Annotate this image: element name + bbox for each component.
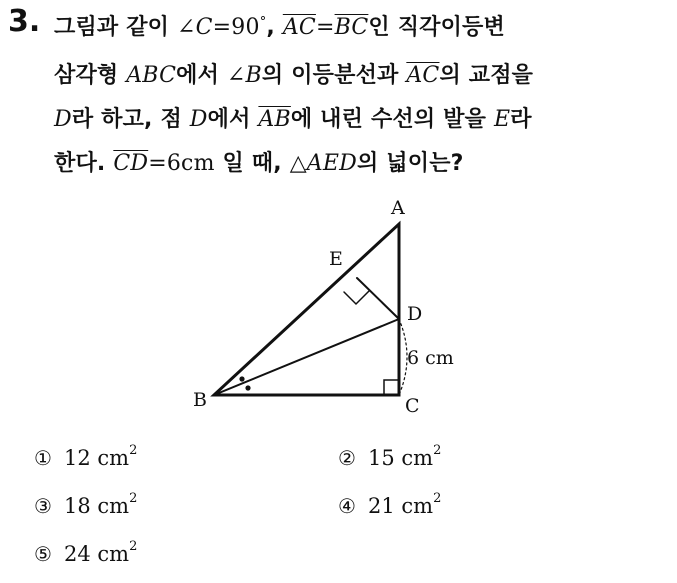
question-text: 한다. [54, 151, 114, 176]
question-text: 의 이등분선과 [261, 63, 407, 88]
angle-b: ∠B [226, 63, 262, 88]
perpendicular-de [357, 278, 399, 319]
cd-unit: cm [181, 151, 215, 176]
triangle-abc-outline [214, 224, 399, 395]
choice-value: 12 [64, 446, 91, 470]
label-b: B [193, 389, 207, 411]
label-a: A [391, 197, 405, 219]
question-text: 에서 [176, 63, 227, 88]
choice-exponent: 2 [129, 443, 138, 458]
equals-sign: = [148, 151, 167, 176]
choice-2[interactable] [338, 443, 442, 470]
choice-4[interactable] [338, 491, 442, 518]
bisector-bd [214, 319, 399, 395]
label-c: C [405, 395, 420, 417]
question-text: 라 [510, 107, 532, 132]
right-angle-mark-c [384, 380, 399, 395]
choice-value: 21 [368, 494, 395, 518]
equals-sign: = [315, 15, 335, 40]
choice-unit: cm [97, 542, 130, 566]
point-d: D [189, 107, 208, 132]
choice-value: 15 [368, 446, 395, 470]
triangle-aed: △AED [289, 151, 357, 176]
choice-exponent: 2 [129, 539, 138, 554]
choice-unit: cm [401, 494, 434, 518]
question-text: 의 교점을 [439, 63, 534, 88]
comma: , [266, 15, 283, 40]
label-cd-length: 6 cm [407, 347, 454, 369]
angle-dot [239, 376, 244, 381]
angle-dot [245, 385, 250, 390]
degree-sign: ° [259, 14, 267, 30]
choice-number: ③ [34, 494, 52, 518]
point-d: D [54, 107, 72, 132]
segment-ac: $\overline{AC}$ [282, 15, 316, 40]
choice-value: 18 [64, 494, 91, 518]
question-text: 에 내린 수선의 발을 [290, 107, 494, 132]
choice-number: ① [34, 446, 52, 470]
question-line-1 [54, 10, 505, 41]
question-line-4 [54, 146, 464, 177]
question-text: 일 때, [214, 151, 290, 176]
segment-ab: $\overline{AB}$ [258, 107, 291, 132]
equals-90: =90 [212, 15, 260, 40]
question-text: 의 넓이는? [357, 151, 464, 176]
label-d: D [407, 303, 423, 325]
question-line-2 [54, 58, 533, 89]
choice-5[interactable] [34, 539, 138, 566]
choice-1[interactable] [34, 443, 138, 470]
choice-unit: cm [97, 446, 130, 470]
segment-ac: $\overline{AC}$ [406, 63, 440, 88]
label-e: E [329, 248, 343, 270]
question-number: 3. [8, 4, 41, 39]
cd-value: 6 [166, 151, 182, 176]
question-text: 그림과 같이 [54, 15, 177, 40]
choice-exponent: 2 [433, 443, 442, 458]
choice-exponent: 2 [433, 491, 442, 506]
question-text: 삼각형 [54, 63, 127, 88]
choice-3[interactable] [34, 491, 138, 518]
choice-exponent: 2 [129, 491, 138, 506]
angle-c: ∠C [176, 15, 213, 40]
choice-value: 24 [64, 542, 91, 566]
segment-bc: $\overline{BC}$ [334, 15, 369, 40]
choice-number: ② [338, 446, 356, 470]
question-text: 라 하고, 점 [71, 107, 190, 132]
choice-number: ⑤ [34, 542, 52, 566]
choice-unit: cm [401, 446, 434, 470]
right-angle-mark-e [344, 291, 369, 304]
point-e: E [493, 107, 511, 132]
triangle-figure [180, 190, 470, 420]
segment-cd: $\overline{CD}$ [113, 151, 149, 176]
choice-unit: cm [97, 494, 130, 518]
question-text: 인 직각이등변 [368, 15, 505, 40]
triangle-abc: ABC [126, 63, 177, 88]
question-text: 에서 [207, 107, 259, 132]
question-line-3 [54, 102, 532, 133]
choice-number: ④ [338, 494, 356, 518]
